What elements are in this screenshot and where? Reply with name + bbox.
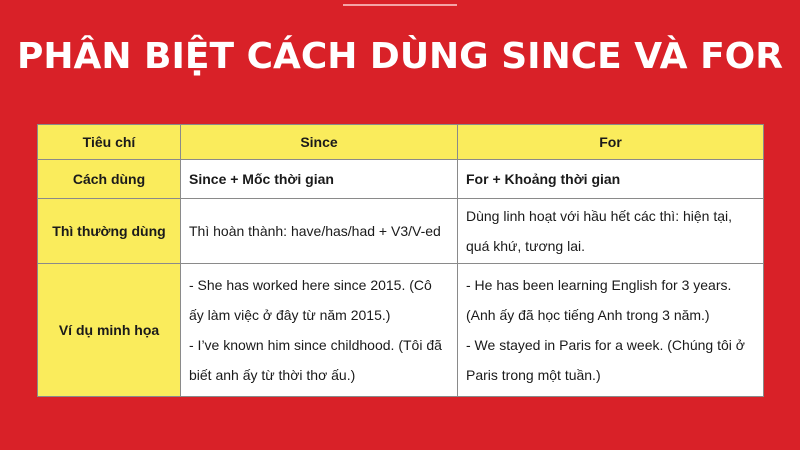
for-tenses-cell: Dùng linh hoạt với hầu hết các thì: hiện tại, quá khứ, tương lai.	[458, 199, 764, 264]
since-example-1: - She has worked here since 2015. (Cô ấy làm việc ở đây từ năm 2015.)	[189, 277, 432, 323]
header-for: For	[458, 125, 764, 160]
since-usage-cell: Since + Mốc thời gian	[181, 160, 458, 199]
top-divider	[343, 4, 457, 6]
table-row	[38, 199, 764, 264]
since-examples-cell	[181, 264, 458, 397]
since-tenses-cell: Thì hoàn thành: have/has/had + V3/V-ed	[181, 199, 458, 264]
row-label-examples: Ví dụ minh họa	[38, 264, 181, 397]
row-label-tenses: Thì thường dùng	[38, 199, 181, 264]
table-row	[38, 160, 764, 199]
since-example-2: - I’ve known him since childhood. (Tôi đã biết anh ấy từ thời thơ ấu.)	[189, 337, 442, 383]
for-examples-cell	[458, 264, 764, 397]
for-example-1: - He has been learning English for 3 years. (Anh ấy đã học tiếng Anh trong 3 năm.)	[466, 277, 732, 323]
comparison-table	[37, 124, 764, 397]
table-row	[38, 264, 764, 397]
page-title: PHÂN BIỆT CÁCH DÙNG SINCE VÀ FOR	[17, 36, 783, 77]
for-usage-cell: For + Khoảng thời gian	[458, 160, 764, 199]
header-criteria: Tiêu chí	[38, 125, 181, 160]
header-since: Since	[181, 125, 458, 160]
row-label-usage: Cách dùng	[38, 160, 181, 199]
table-header-row	[38, 125, 764, 160]
for-example-2: - We stayed in Paris for a week. (Chúng tôi ở Paris trong một tuần.)	[466, 337, 745, 383]
